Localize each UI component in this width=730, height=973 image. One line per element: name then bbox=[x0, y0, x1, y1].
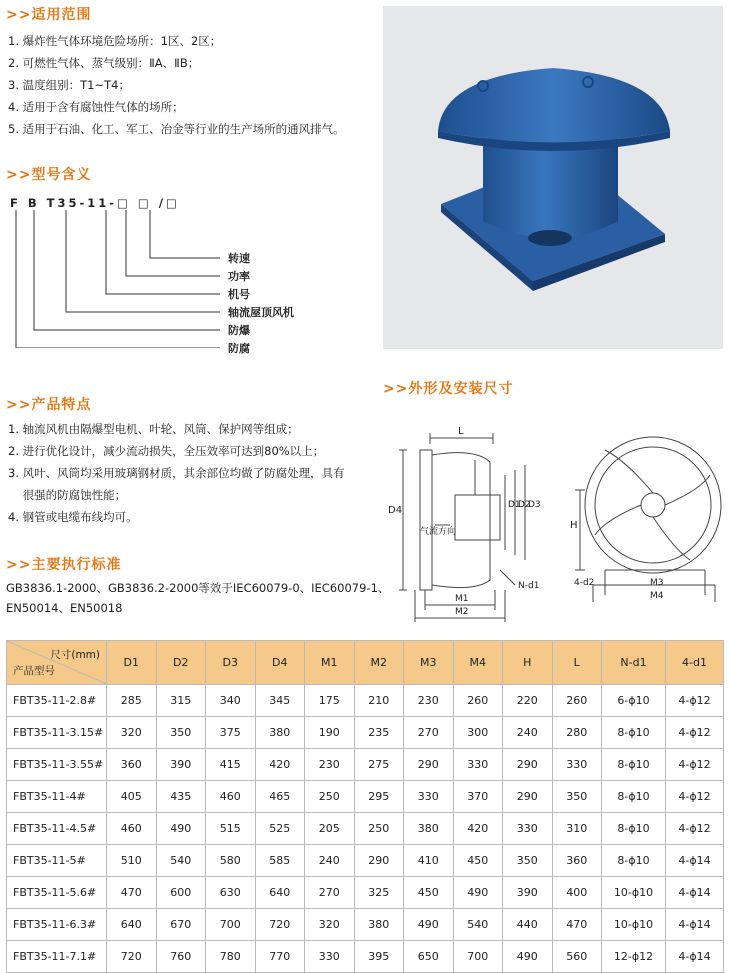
value-cell: 240 bbox=[503, 717, 553, 749]
table-row bbox=[7, 909, 724, 941]
value-cell: 4-ϕ12 bbox=[666, 685, 724, 717]
value-cell: 510 bbox=[107, 845, 157, 877]
dim-M1: M1 bbox=[455, 594, 469, 604]
model-cell: FBT35-11-7.1# bbox=[7, 941, 107, 973]
value-cell: 8-ϕ10 bbox=[602, 717, 666, 749]
value-cell: 230 bbox=[404, 685, 454, 717]
feature-item: 2. 进行优化设计，减少流动损失，全压效率可达到80%以上； bbox=[8, 444, 325, 458]
value-cell: 230 bbox=[305, 749, 355, 781]
value-cell: 12-ϕ12 bbox=[602, 941, 666, 973]
legend-speed: 转速 bbox=[228, 252, 250, 265]
roof-fan-illustration bbox=[383, 6, 723, 349]
value-cell: 8-ϕ10 bbox=[602, 781, 666, 813]
value-cell: 405 bbox=[107, 781, 157, 813]
value-cell: 285 bbox=[107, 685, 157, 717]
value-cell: 4-ϕ12 bbox=[666, 813, 724, 845]
value-cell: 235 bbox=[354, 717, 404, 749]
value-cell: 470 bbox=[552, 909, 602, 941]
value-cell: 700 bbox=[453, 941, 503, 973]
value-cell: 10-ϕ10 bbox=[602, 909, 666, 941]
value-cell: 320 bbox=[305, 909, 355, 941]
scope-item: 4. 适用于含有腐蚀性气体的场所； bbox=[8, 100, 184, 114]
value-cell: 450 bbox=[453, 845, 503, 877]
value-cell: 380 bbox=[354, 909, 404, 941]
column-header: 4-d1 bbox=[666, 641, 724, 685]
column-header: L bbox=[552, 641, 602, 685]
dim-N-d1: N-d1 bbox=[518, 581, 540, 591]
value-cell: 350 bbox=[552, 781, 602, 813]
value-cell: 300 bbox=[453, 717, 503, 749]
dim-H: H bbox=[570, 520, 578, 531]
standards-line: GB3836.1-2000、GB3836.2-2000等效于IEC60079-0、IEC60079-1、 bbox=[6, 581, 390, 595]
value-cell: 8-ϕ10 bbox=[602, 813, 666, 845]
model-cell: FBT35-11-3.55# bbox=[7, 749, 107, 781]
value-cell: 330 bbox=[552, 749, 602, 781]
table-row bbox=[7, 813, 724, 845]
value-cell: 460 bbox=[206, 781, 256, 813]
legend-type: 轴流屋顶风机 bbox=[228, 306, 294, 319]
value-cell: 435 bbox=[156, 781, 206, 813]
legend-machine-no: 机号 bbox=[228, 288, 250, 301]
scope-item: 1. 爆炸性气体环境危险场所：1区、2区； bbox=[8, 34, 222, 48]
model-cell: FBT35-11-5.6# bbox=[7, 877, 107, 909]
value-cell: 540 bbox=[156, 845, 206, 877]
value-cell: 460 bbox=[107, 813, 157, 845]
value-cell: 175 bbox=[305, 685, 355, 717]
value-cell: 390 bbox=[503, 877, 553, 909]
value-cell: 760 bbox=[156, 941, 206, 973]
value-cell: 400 bbox=[552, 877, 602, 909]
column-header: M3 bbox=[404, 641, 454, 685]
column-header: D1 bbox=[107, 641, 157, 685]
value-cell: 540 bbox=[453, 909, 503, 941]
value-cell: 600 bbox=[156, 877, 206, 909]
value-cell: 720 bbox=[107, 941, 157, 973]
column-header: D4 bbox=[255, 641, 305, 685]
dim-4-d2: 4-d2 bbox=[574, 578, 595, 588]
value-cell: 560 bbox=[552, 941, 602, 973]
value-cell: 345 bbox=[255, 685, 305, 717]
value-cell: 770 bbox=[255, 941, 305, 973]
model-cell: FBT35-11-4.5# bbox=[7, 813, 107, 845]
dim-flow-direction: 气流方向 bbox=[420, 527, 457, 537]
dim-M3: M3 bbox=[650, 578, 664, 588]
legend-anticorrosion: 防腐 bbox=[228, 342, 250, 355]
standards-line: EN50014、EN50018 bbox=[6, 601, 123, 615]
value-cell: 640 bbox=[255, 877, 305, 909]
value-cell: 470 bbox=[107, 877, 157, 909]
table-row bbox=[7, 749, 724, 781]
corner-model-label: 产品型号 bbox=[13, 665, 55, 677]
value-cell: 290 bbox=[503, 781, 553, 813]
value-cell: 360 bbox=[552, 845, 602, 877]
legend-power: 功率 bbox=[228, 270, 250, 283]
value-cell: 290 bbox=[354, 845, 404, 877]
value-cell: 395 bbox=[354, 941, 404, 973]
value-cell: 360 bbox=[107, 749, 157, 781]
table-row bbox=[7, 781, 724, 813]
product-photo bbox=[383, 6, 723, 349]
dim-D4: D4 bbox=[388, 505, 403, 516]
value-cell: 8-ϕ10 bbox=[602, 749, 666, 781]
model-cell: FBT35-11-5# bbox=[7, 845, 107, 877]
value-cell: 720 bbox=[255, 909, 305, 941]
value-cell: 4-ϕ14 bbox=[666, 909, 724, 941]
scope-item: 3. 温度组别：T1~T4； bbox=[8, 78, 130, 92]
value-cell: 340 bbox=[206, 685, 256, 717]
side-view-drawing bbox=[385, 420, 560, 625]
column-header: D2 bbox=[156, 641, 206, 685]
table-corner-cell bbox=[7, 641, 107, 685]
value-cell: 290 bbox=[503, 749, 553, 781]
value-cell: 4-ϕ12 bbox=[666, 749, 724, 781]
table-row bbox=[7, 845, 724, 877]
value-cell: 415 bbox=[206, 749, 256, 781]
value-cell: 465 bbox=[255, 781, 305, 813]
value-cell: 650 bbox=[404, 941, 454, 973]
value-cell: 290 bbox=[404, 749, 454, 781]
value-cell: 490 bbox=[156, 813, 206, 845]
column-header: M1 bbox=[305, 641, 355, 685]
value-cell: 250 bbox=[305, 781, 355, 813]
value-cell: 380 bbox=[255, 717, 305, 749]
column-header: N-d1 bbox=[602, 641, 666, 685]
model-code: F B T35-11-□ □ /□ bbox=[10, 196, 180, 210]
dim-D3: D3 bbox=[528, 500, 541, 510]
value-cell: 515 bbox=[206, 813, 256, 845]
column-header: M4 bbox=[453, 641, 503, 685]
dim-D1: D1 bbox=[508, 500, 521, 510]
value-cell: 330 bbox=[404, 781, 454, 813]
value-cell: 370 bbox=[453, 781, 503, 813]
value-cell: 585 bbox=[255, 845, 305, 877]
value-cell: 4-ϕ14 bbox=[666, 877, 724, 909]
value-cell: 375 bbox=[206, 717, 256, 749]
dim-M4: M4 bbox=[650, 591, 664, 601]
value-cell: 320 bbox=[107, 717, 157, 749]
value-cell: 350 bbox=[156, 717, 206, 749]
value-cell: 420 bbox=[453, 813, 503, 845]
value-cell: 270 bbox=[305, 877, 355, 909]
features-title: >>产品特点 bbox=[6, 397, 92, 413]
table-row bbox=[7, 685, 724, 717]
column-header: M2 bbox=[354, 641, 404, 685]
value-cell: 4-ϕ14 bbox=[666, 845, 724, 877]
table-row bbox=[7, 717, 724, 749]
feature-item: 4. 钢管或电缆布线均可。 bbox=[8, 510, 138, 524]
value-cell: 640 bbox=[107, 909, 157, 941]
model-cell: FBT35-11-2.8# bbox=[7, 685, 107, 717]
value-cell: 525 bbox=[255, 813, 305, 845]
spec-table bbox=[6, 640, 724, 973]
value-cell: 8-ϕ10 bbox=[602, 845, 666, 877]
model-legend-lines bbox=[10, 208, 240, 348]
dim-L: L bbox=[458, 426, 464, 437]
value-cell: 310 bbox=[552, 813, 602, 845]
feature-item: 3. 风叶、风筒均采用玻璃钢材质，其余部位均做了防腐处理，具有 bbox=[8, 466, 345, 480]
value-cell: 630 bbox=[206, 877, 256, 909]
value-cell: 780 bbox=[206, 941, 256, 973]
value-cell: 210 bbox=[354, 685, 404, 717]
value-cell: 280 bbox=[552, 717, 602, 749]
value-cell: 700 bbox=[206, 909, 256, 941]
feature-item: 1. 轴流风机由隔爆型电机、叶轮、风筒、保护网等组成； bbox=[8, 422, 299, 436]
value-cell: 390 bbox=[156, 749, 206, 781]
dim-M2: M2 bbox=[455, 607, 469, 617]
value-cell: 250 bbox=[354, 813, 404, 845]
dim-D2: D2 bbox=[518, 500, 531, 510]
value-cell: 670 bbox=[156, 909, 206, 941]
features-list bbox=[8, 418, 345, 528]
model-title: >>型号含义 bbox=[6, 167, 92, 183]
value-cell: 380 bbox=[404, 813, 454, 845]
column-header: H bbox=[503, 641, 553, 685]
value-cell: 440 bbox=[503, 909, 553, 941]
feature-item: 很强的防腐蚀性能； bbox=[8, 488, 127, 502]
column-header: D3 bbox=[206, 641, 256, 685]
value-cell: 4-ϕ14 bbox=[666, 941, 724, 973]
value-cell: 490 bbox=[453, 877, 503, 909]
value-cell: 330 bbox=[503, 813, 553, 845]
table-row bbox=[7, 877, 724, 909]
value-cell: 330 bbox=[453, 749, 503, 781]
value-cell: 490 bbox=[503, 941, 553, 973]
value-cell: 275 bbox=[354, 749, 404, 781]
value-cell: 580 bbox=[206, 845, 256, 877]
dimensions-title: >>外形及安装尺寸 bbox=[383, 381, 514, 397]
value-cell: 260 bbox=[552, 685, 602, 717]
model-cell: FBT35-11-6.3# bbox=[7, 909, 107, 941]
model-cell: FBT35-11-3.15# bbox=[7, 717, 107, 749]
value-cell: 190 bbox=[305, 717, 355, 749]
value-cell: 330 bbox=[305, 941, 355, 973]
scope-list bbox=[8, 30, 345, 140]
value-cell: 260 bbox=[453, 685, 503, 717]
value-cell: 315 bbox=[156, 685, 206, 717]
value-cell: 6-ϕ10 bbox=[602, 685, 666, 717]
value-cell: 420 bbox=[255, 749, 305, 781]
value-cell: 205 bbox=[305, 813, 355, 845]
table-header-row bbox=[7, 641, 724, 685]
scope-item: 2. 可燃性气体、蒸气级别：ⅡA、ⅡB； bbox=[8, 56, 200, 70]
value-cell: 240 bbox=[305, 845, 355, 877]
scope-title: >>适用范围 bbox=[6, 7, 92, 23]
value-cell: 490 bbox=[404, 909, 454, 941]
value-cell: 4-ϕ12 bbox=[666, 781, 724, 813]
value-cell: 4-ϕ12 bbox=[666, 717, 724, 749]
value-cell: 220 bbox=[503, 685, 553, 717]
value-cell: 10-ϕ10 bbox=[602, 877, 666, 909]
scope-item: 5. 适用于石油、化工、军工、冶金等行业的生产场所的通风排气。 bbox=[8, 122, 345, 136]
corner-dimension-label: 尺寸(mm) bbox=[50, 649, 100, 661]
model-cell: FBT35-11-4# bbox=[7, 781, 107, 813]
front-view-drawing bbox=[565, 420, 725, 625]
value-cell: 450 bbox=[404, 877, 454, 909]
value-cell: 410 bbox=[404, 845, 454, 877]
standards-title: >>主要执行标准 bbox=[6, 557, 122, 573]
value-cell: 270 bbox=[404, 717, 454, 749]
value-cell: 295 bbox=[354, 781, 404, 813]
legend-explosion-proof: 防爆 bbox=[228, 324, 250, 337]
value-cell: 325 bbox=[354, 877, 404, 909]
value-cell: 350 bbox=[503, 845, 553, 877]
